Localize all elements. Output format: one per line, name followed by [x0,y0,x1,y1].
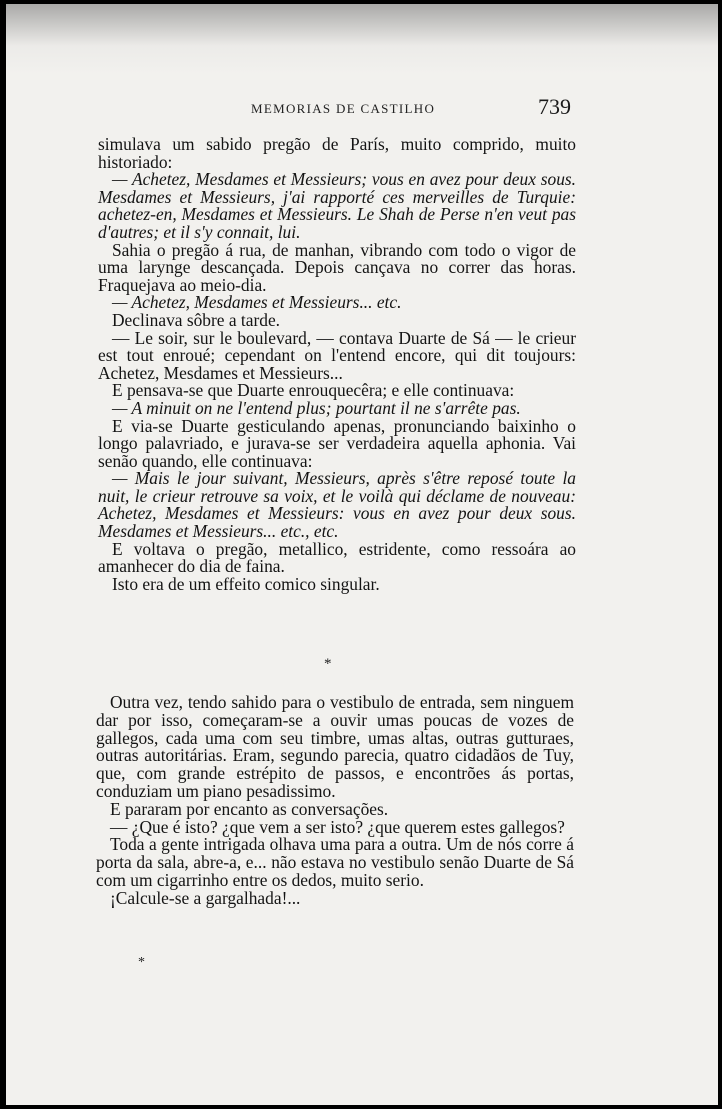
paragraph: ¡Calcule-se a gargalhada!... [110,887,301,908]
body-text-section-1 [98,136,576,593]
body-text-section-2 [96,694,574,908]
end-mark: * [138,955,145,970]
running-header: MEMORIAS DE CASTILHO [251,101,436,116]
paragraph: Outra vez, tendo sahido para o vestibulo de entrada, sem ninguem dar por isso, começaram-se a ouvir umas poucas de vozes de gallegos, cada uma com seu timbre, umas altas, outras gutturaes, outras autoritárias. Eram, segundo parecia, quatro cidadãos de Tuy, que, com grande estrépito de passos, e encontrões ás portas, conduziam um piano pesadissimo. [96,692,574,801]
paragraph: Declinava sôbre a tarde. [112,309,281,330]
paragraph: E via-se Duarte gesticulando apenas, pronunciando baixinho o longo palavriado, e jurava-se ser verdadeira aquella aphonia. Vai senão quando, elle continuava: [98,415,576,471]
paragraph: E voltava o pregão, metallico, estridente, como ressoára ao amanhecer do dia de faina. [98,538,576,577]
section-separator: * [324,656,332,672]
paragraph: — Achetez, Mesdames et Messieurs; vous en avez pour deux sous. Mesdames et Messieurs, j'ai rapporté ces merveilles de Turquie: achetez-en, Mesdames et Messieurs. Le Shah de Perse n'en veut pas d'autres; et il s'y connait, lui. [98,169,576,242]
paragraph: — Le soir, sur le boulevard, — contava Duarte de Sá — le crieur est tout enroué; cependant on l'entend encore, qui dit toujours: Achetez, Mesdames et Messieurs... [98,327,576,383]
paragraph: — A minuit on ne l'entend plus; pourtant il ne s'arrête pas. [112,397,521,418]
book-page [6,4,718,1105]
paragraph: Sahia o pregão á rua, de manhan, vibrando com todo o vigor de uma larynge descançada. Depois cançava no correr das horas. Fraquejava ao meio-dia. [98,239,576,295]
paragraph: — Achetez, Mesdames et Messieurs... etc. [112,292,402,313]
paragraph: Toda a gente intrigada olhava uma para a outra. Um de nós corre á porta da sala, abre-a, e... não estava no vestibulo senão Duarte de Sá com um cigarrinho entre os dedos, muito serio. [96,834,574,890]
paragraph: simulava um sabido pregão de París, muito comprido, muito historiado: [98,134,576,172]
paragraph: E pensava-se que Duarte enrouquecêra; e elle continuava: [112,380,515,401]
page-number: 739 [538,94,571,119]
paragraph: — ¿Que é isto? ¿que vem a ser isto? ¿que querem estes gallegos? [110,816,565,837]
paragraph: — Mais le jour suivant, Messieurs, après s'être reposé toute la nuit, le crieur retrouve sa voix, et le voilà qui déclame de nouveau: Achetez, Mesdames et Messieurs: vous en avez pour deux sous. Mesdames et Messieurs... etc., etc. [98,468,576,542]
scan-shadow [6,4,718,74]
paragraph: E pararam por encanto as conversações. [110,798,389,819]
paragraph: Isto era de um effeito comico singular. [112,573,380,594]
